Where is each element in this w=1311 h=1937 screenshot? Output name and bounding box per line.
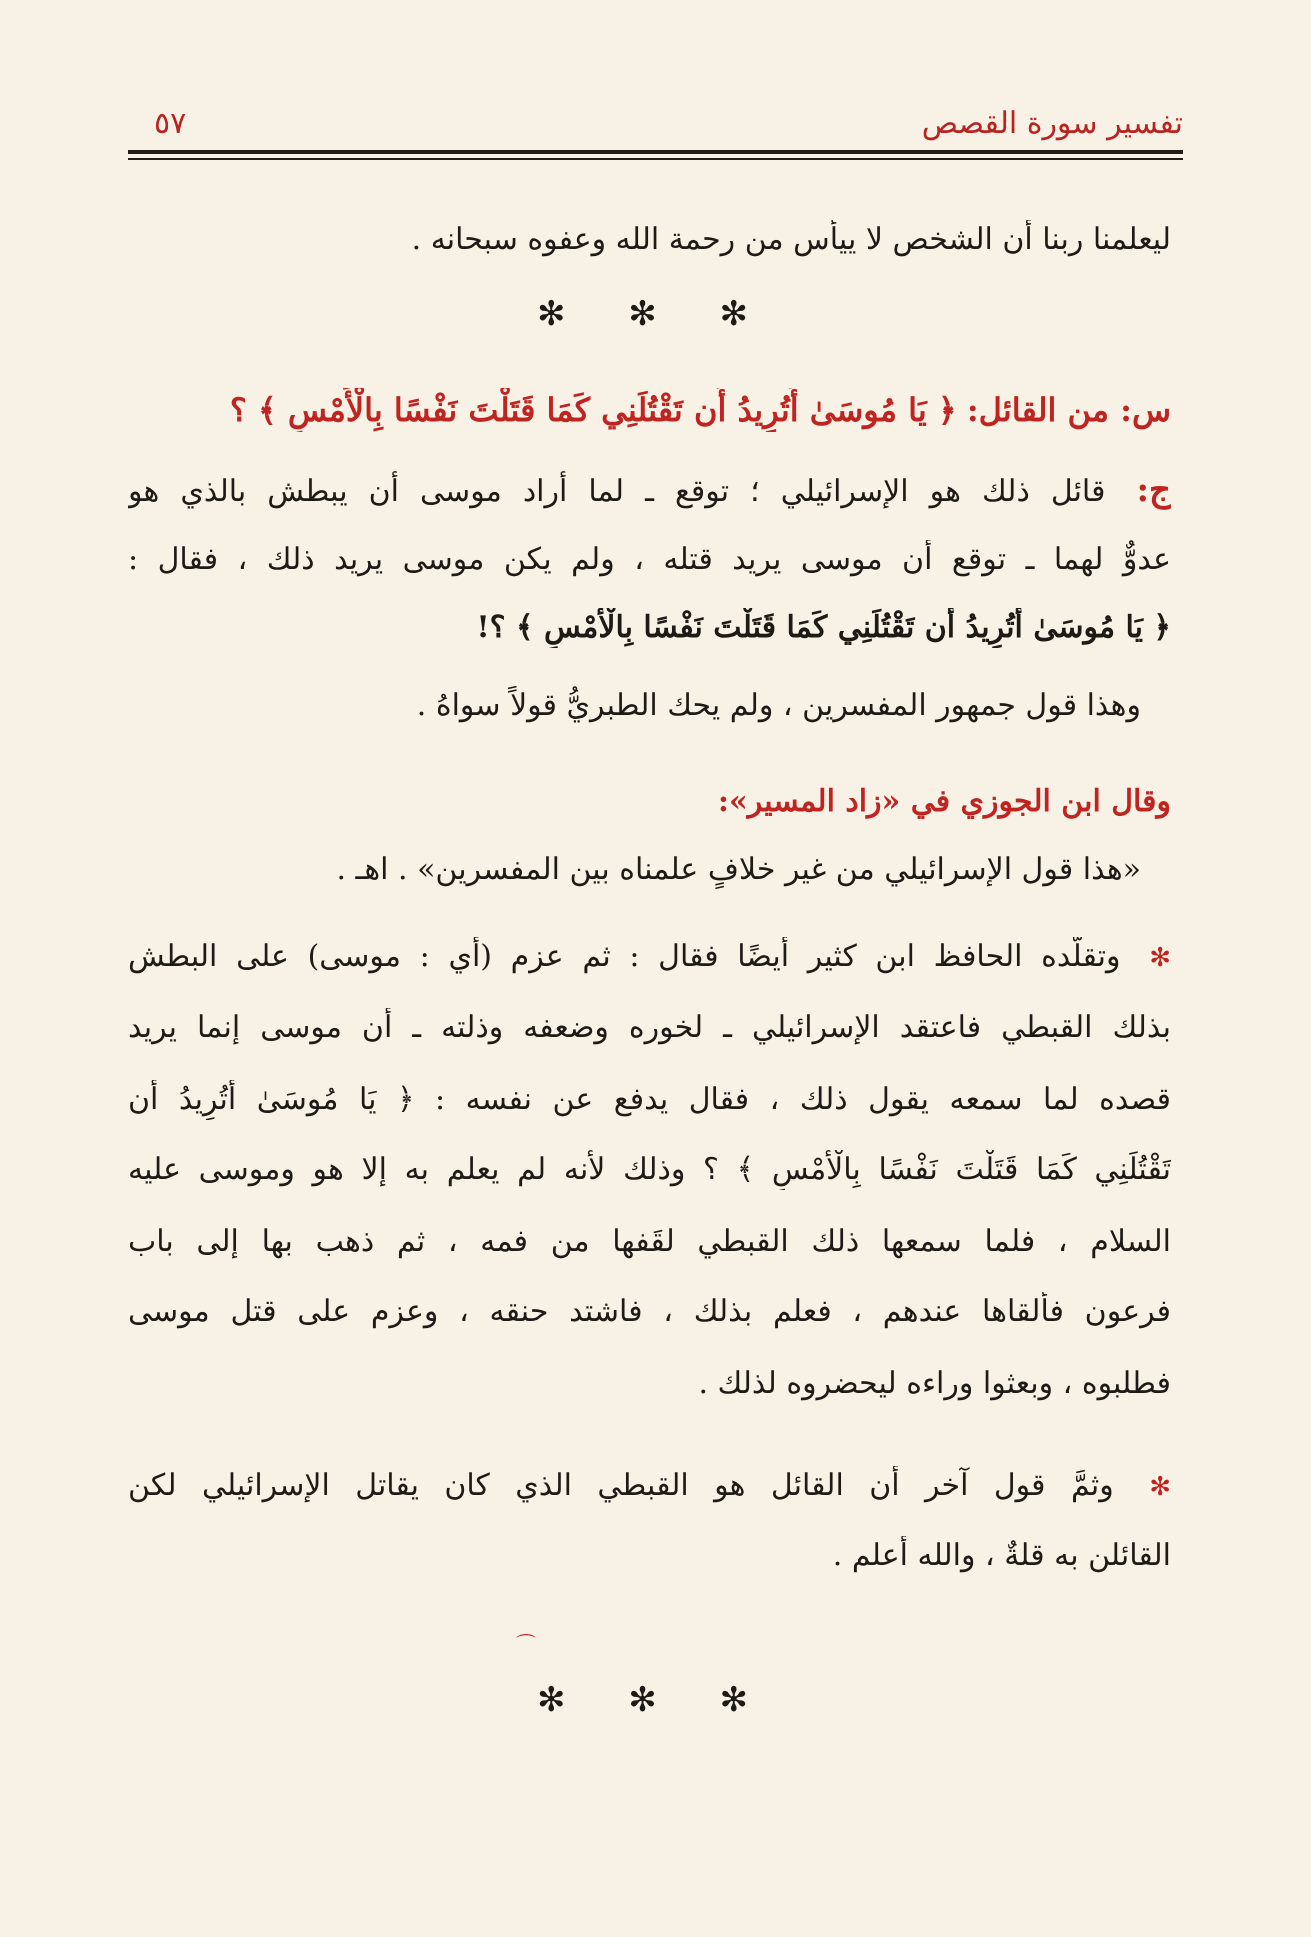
ibn-kathir-line-4: تَقْتُلَنِي كَمَا قَتَلْتَ نَفْسًا بِالْأَمْسِ ﴾ ؟ وذلك لأنه لم يعلم به إلا هو وموسى عليه [128, 1152, 1171, 1187]
ibn-kathir-line-1 [128, 937, 1171, 978]
ibn-kathir-line-7: فطلبوه ، وبعثوا وراءه ليحضروه لذلك . [698, 1366, 1171, 1401]
chapter-title: تفسير سورة القصص [921, 106, 1183, 141]
question-label: س: من القائل: [966, 391, 1171, 429]
ibn-jawzi-quote: «هذا قول الإسرائيلي من غير خلافٍ علمناه بين المفسرين» . اهـ . [336, 852, 1141, 887]
other-view-line-2: القائلن به قلةٌ ، والله أعلم . [832, 1538, 1171, 1573]
running-header [128, 104, 1183, 148]
ibn-kathir-line-5: السلام ، فلما سمعها ذلك القبطي لقَفها من فمه ، ثم ذهب بها إلى باب [128, 1224, 1171, 1259]
other-view-line-1 [128, 1466, 1171, 1507]
answer-line-2: عدوٌّ لهما ـ توقع أن موسى يريد قتله ، ولم يكن موسى يريد ذلك ، فقال : [128, 542, 1171, 577]
flourish-ornament-icon: ⌒ [516, 1632, 536, 1656]
ibn-kathir-line-3: قصده لما سمعه يقول ذلك ، فقال يدفع عن نفسه : ﴿ يَا مُوسَىٰ أَتُرِيدُ أَن [128, 1082, 1171, 1117]
ibn-jawzi-heading: وقال ابن الجوزي في «زاد المسير»: [717, 784, 1171, 819]
ibn-kathir-line-6: فرعون فألقاها عندهم ، فعلم بذلك ، فاشتد حنقه ، وعزم على قتل موسى [128, 1294, 1171, 1329]
ibn-kathir-text-1: وتقلَّده الحافظ ابن كثير أيضًا فقال : ثم عزم (أي : موسى) على البطش [128, 939, 1121, 974]
intro-line: ليعلمنا ربنا أن الشخص لا ييأس من رحمة الله وعفوه سبحانه . [411, 222, 1171, 257]
page-number: ٥٧ [154, 106, 187, 141]
question-verse: ﴿ يَا مُوسَىٰ أَتُرِيدُ أَن تَقْتُلَنِي كَمَا قَتَلْتَ نَفْسًا بِالْأَمْسِ ﴾ ؟ [229, 391, 957, 429]
separator-bottom: ✻ ✻ ✻ [536, 1680, 775, 1720]
separator-top: ✻ ✻ ✻ [536, 294, 775, 334]
question-line [128, 388, 1171, 432]
header-rule-thin [128, 158, 1183, 160]
other-view-text-1: وثمَّ قول آخر أن القائل هو القبطي الذي كان يقاتل الإسرائيلي لكن [128, 1468, 1114, 1503]
answer-line-4: وهذا قول جمهور المفسرين ، ولم يحك الطبريُّ قولاً سواهُ . [416, 688, 1141, 723]
answer-text-1: قائل ذلك هو الإسرائيلي ؛ توقع ـ لما أراد موسى أن يبطش بالذي هو [128, 474, 1106, 509]
answer-verse: ﴿ يَا مُوسَىٰ أَتُرِيدُ أَن تَقْتُلَنِي كَمَا قَتَلْتَ نَفْسًا بِالْأَمْسِ ﴾ ؟! [476, 610, 1171, 645]
answer-line-1 [128, 470, 1171, 512]
header-rule-thick [128, 150, 1183, 154]
asterisk-marker-icon: ✻ [1149, 1472, 1171, 1502]
answer-label: ج: [1136, 470, 1171, 510]
ibn-kathir-line-2: بذلك القبطي فاعتقد الإسرائيلي ـ لخوره وضعفه وذلته ـ أن موسى إنما يريد [128, 1010, 1171, 1045]
asterisk-marker-icon: ✻ [1149, 943, 1171, 973]
